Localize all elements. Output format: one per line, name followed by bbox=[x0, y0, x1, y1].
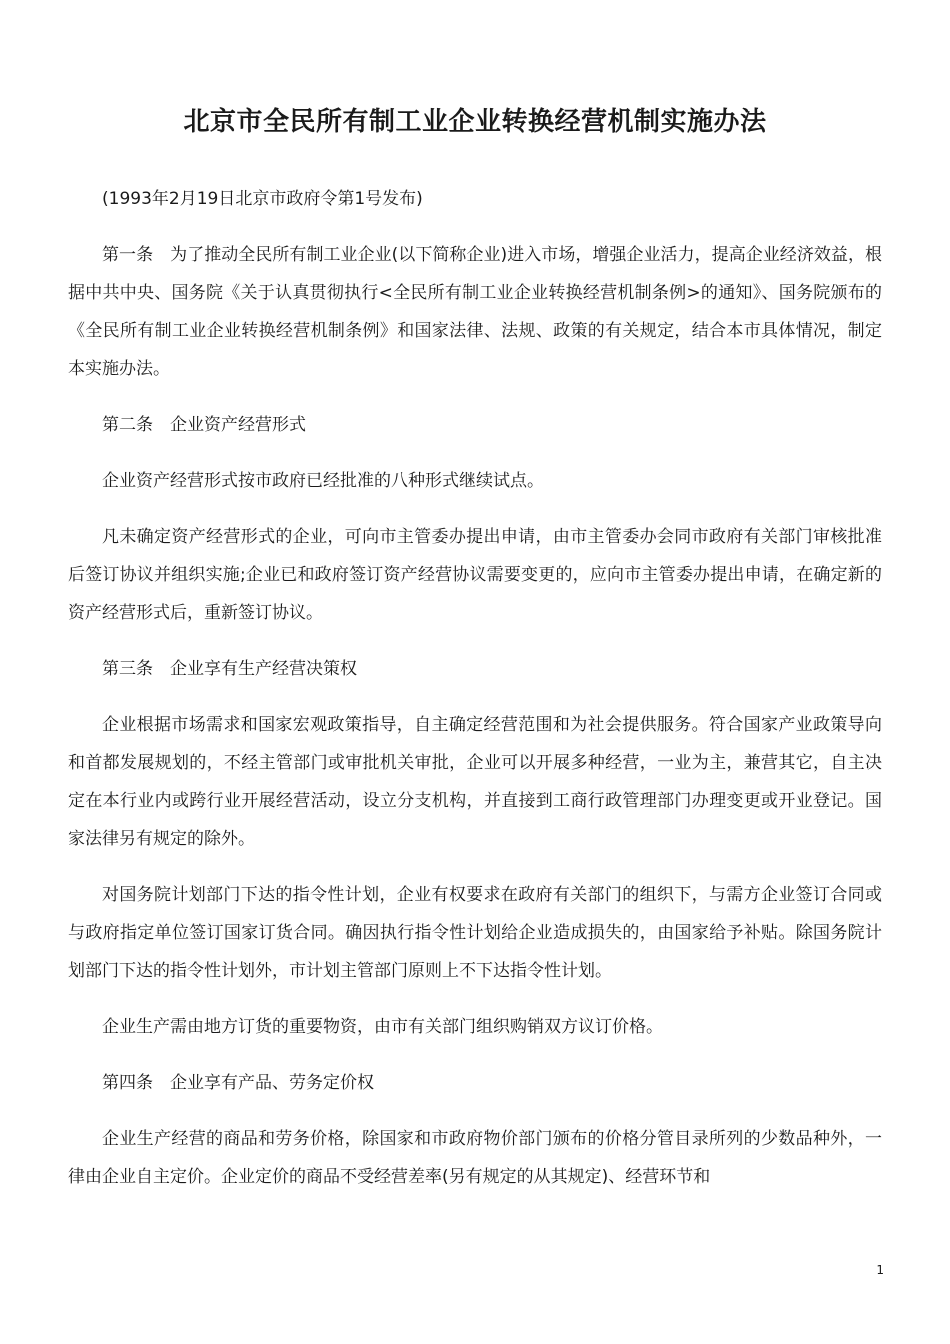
page-number: 1 bbox=[876, 1263, 884, 1277]
document-title: 北京市全民所有制工业企业转换经营机制实施办法 bbox=[183, 107, 767, 137]
paragraph-article-1: 第一条 为了推动全民所有制工业企业(以下简称企业)进入市场，增强企业活力，提高企业经济效益，根据中共中央、国务院《关于认真贯彻执行<全民所有制工业企业转换经营机制条例>的通知》、国务院颁布的《全民所有制工业企业转换经营机制条例》和国家法律、法规、政策的有关规定，结合本市具体情况，制定本实施办法。 bbox=[68, 245, 882, 379]
paragraph: 企业资产经营形式按市政府已经批准的八种形式继续试点。 bbox=[102, 471, 544, 491]
paragraph: 凡未确定资产经营形式的企业，可向市主管委办提出申请，由市主管委办会同市政府有关部门审核批准后签订协议并组织实施;企业已和政府签订资产经营协议需要变更的，应向市主管委办提出申请，在确定新的资产经营形式后，重新签订协议。 bbox=[68, 527, 882, 623]
article-heading-2: 第二条 企业资产经营形式 bbox=[102, 415, 306, 435]
document-body bbox=[68, 180, 882, 1214]
paragraph: 对国务院计划部门下达的指令性计划，企业有权要求在政府有关部门的组织下，与需方企业签订合同或与政府指定单位签订国家订货合同。确因执行指令性计划给企业造成损失的，由国家给予补贴。除国务院计划部门下达的指令性计划外，市计划主管部门原则上不下达指令性计划。 bbox=[68, 885, 882, 981]
paragraph: 企业生产经营的商品和劳务价格，除国家和市政府物价部门颁布的价格分管目录所列的少数品种外，一律由企业自主定价。企业定价的商品不受经营差率(另有规定的从其规定)、经营环节和 bbox=[68, 1129, 882, 1187]
article-heading-4: 第四条 企业享有产品、劳务定价权 bbox=[102, 1073, 374, 1093]
paragraph: 企业根据市场需求和国家宏观政策指导，自主确定经营范围和为社会提供服务。符合国家产业政策导向和首都发展规划的，不经主管部门或审批机关审批，企业可以开展多种经营，一业为主，兼营其它，自主决定在本行业内或跨行业开展经营活动，设立分支机构，并直接到工商行政管理部门办理变更或开业登记。国家法律另有规定的除外。 bbox=[68, 715, 882, 849]
subtitle: (1993年2月19日北京市政府令第1号发布) bbox=[102, 189, 423, 209]
paragraph: 企业生产需由地方订货的重要物资，由市有关部门组织购销双方议订价格。 bbox=[102, 1017, 663, 1037]
article-heading-3: 第三条 企业享有生产经营决策权 bbox=[102, 659, 357, 679]
